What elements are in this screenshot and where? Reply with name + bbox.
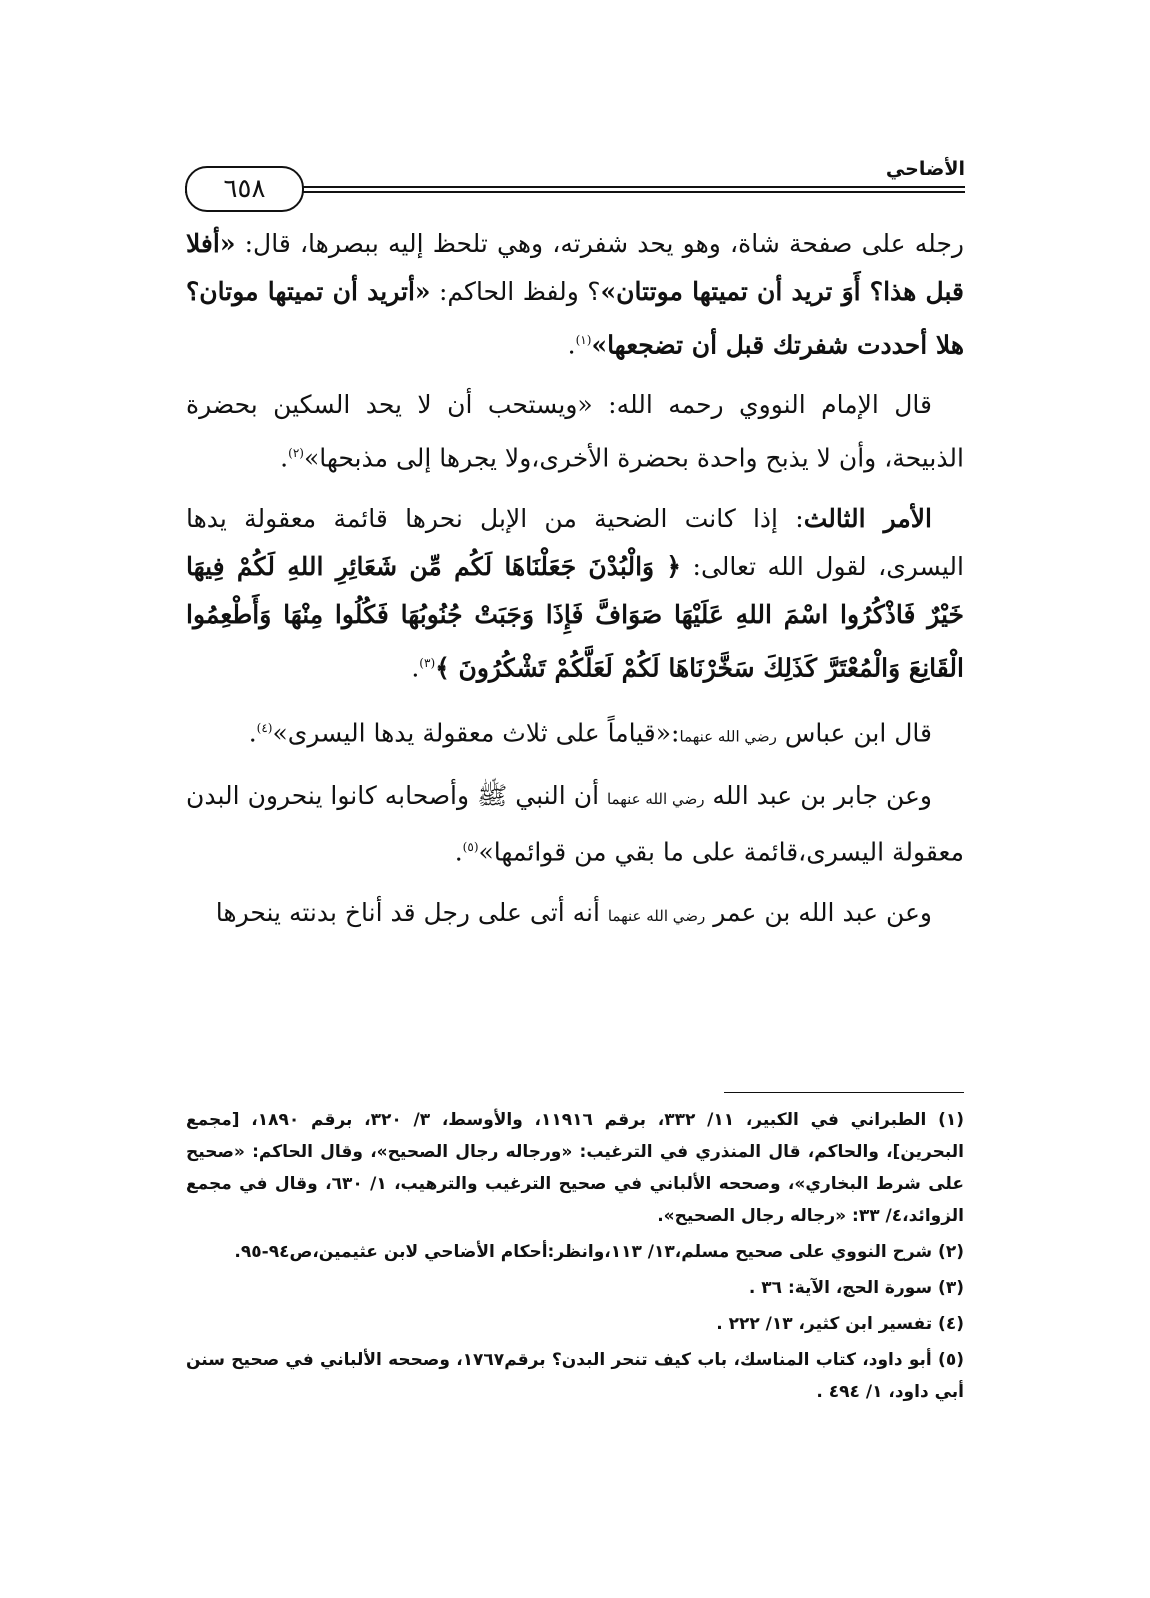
main-text [186,220,964,952]
paragraph: وعن عبد الله بن عمر رضي الله عنهما أنه أتى على رجل قد أناخ بدنته ينحرها [215,897,932,927]
footnote-ref: (٥) [462,840,479,855]
page-header [185,150,965,208]
footnote-separator [724,1092,964,1093]
salawat-glyph: ﷺ [477,781,508,811]
paragraph: قال ابن عباس رضي الله عنهما:«قياماً على ثلاث معقولة يدها اليسرى»$^{(٤)}$. [248,718,932,748]
paragraph: وعن جابر بن عبد الله رضي الله عنهما أن النبي ﷺ وأصحابه كانوا ينحرون البدن معقولة اليسرى،قائمة على ما بقي من قوائمها»$^{(٥)}$. [186,781,964,867]
footnote: (٥) أبو داود، كتاب المناسك، باب كيف تنحر البدن؟ برقم١٧٦٧، وصححه الألباني في صحيح سنن أبي داود، ١/ ٤٩٤ . [186,1350,964,1402]
footnote: (٤) تفسير ابن كثير، ١٣/ ٢٢٢ . [716,1314,964,1334]
footnotes [186,1104,964,1412]
quran-verse: ﴿ وَالْبُدْنَ جَعَلْنَاهَا لَكُم مِّن شَعَائِرِ اللهِ لَكُمْ فِيهَا خَيْرٌ فَاذْكُرُوا اسْمَ اللهِ عَلَيْهَا صَوَافَّ فَإِذَا وَجَبَتْ جُنُوبُهَا فَكُلُوا مِنْهَا وَأَطْعِمُوا الْقَانِعَ وَالْمُعْتَرَّ كَذَلِكَ سَخَّرْنَاهَا لَكُمْ لَعَلَّكُمْ تَشْكُرُونَ ﴾ [186,551,964,682]
running-title: الأضاحي [885,158,965,180]
footnote-ref: (٣) [419,655,436,670]
page-number: ٦٥٨ [185,166,304,212]
footnote-ref: (٤) [256,720,273,735]
footnote: (١) الطبراني في الكبير، ١١/ ٣٣٢، برقم ١١٩١٦، والأوسط، ٣/ ٣٢٠، برقم ١٨٩٠، [مجمع البحرين]، والحاكم، قال المنذري في الترغيب: «ورجاله رجال الصحيح»، وقال الحاكم: «صحيح على شرط البخاري»، وصححه الألباني في صحيح الترغيب والترهيب، ١/ ٦٣٠، وقال في مجمع الزوائد،٤/ ٣٣: «رجاله رجال الصحيح». [186,1110,965,1226]
honorific: رضي الله عنهما [679,727,777,746]
honorific: رضي الله عنهما [607,906,706,925]
paragraph: رجله على صفحة شاة، وهو يحد شفرته، وهي تلحظ إليه ببصرها، قال: «أفلا قبل هذا؟ أَوَ تريد أن تميتها موتتان»؟ ولفظ الحاكم: «أتريد أن تميتها موتان؟ هلا أحددت شفرتك قبل أن تضجعها»$^{(١)}$. [186,229,964,360]
footnote: (٢) شرح النووي على صحيح مسلم،١٣/ ١١٣،وانظر:أحكام الأضاحي لابن عثيمين،ص٩٤-٩٥. [234,1242,964,1262]
footnote-ref: (٢) [288,446,304,461]
footnote-ref: (١) [575,333,592,347]
footnote: (٣) سورة الحج، الآية: ٣٦ . [748,1278,964,1298]
section-label: الأمر الثالث [803,503,933,533]
paragraph: الأمر الثالث: إذا كانت الضحية من الإبل نحرها قائمة معقولة يدها اليسرى، لقول الله تعالى: ﴿ وَالْبُدْنَ جَعَلْنَاهَا لَكُم مِّن شَعَائِرِ اللهِ لَكُمْ فِيهَا خَيْرٌ فَاذْكُرُوا اسْمَ اللهِ عَلَيْهَا صَوَافَّ فَإِذَا وَجَبَتْ جُنُوبُهَا فَكُلُوا مِنْهَا وَأَطْعِمُوا الْقَانِعَ وَالْمُعْتَرَّ كَذَلِكَ سَخَّرْنَاهَا لَكُمْ لَعَلَّكُمْ تَشْكُرُونَ ﴾$^{(٣)}$. [186,503,964,682]
paragraph: قال الإمام النووي رحمه الله: «ويستحب أن لا يحد السكين بحضرة الذبيحة، وأن لا يذبح واحدة بحضرة الأخرى،ولا يجرها إلى مذبحها»$^{(٢)}$. [186,390,964,473]
honorific: رضي الله عنهما [606,790,705,809]
